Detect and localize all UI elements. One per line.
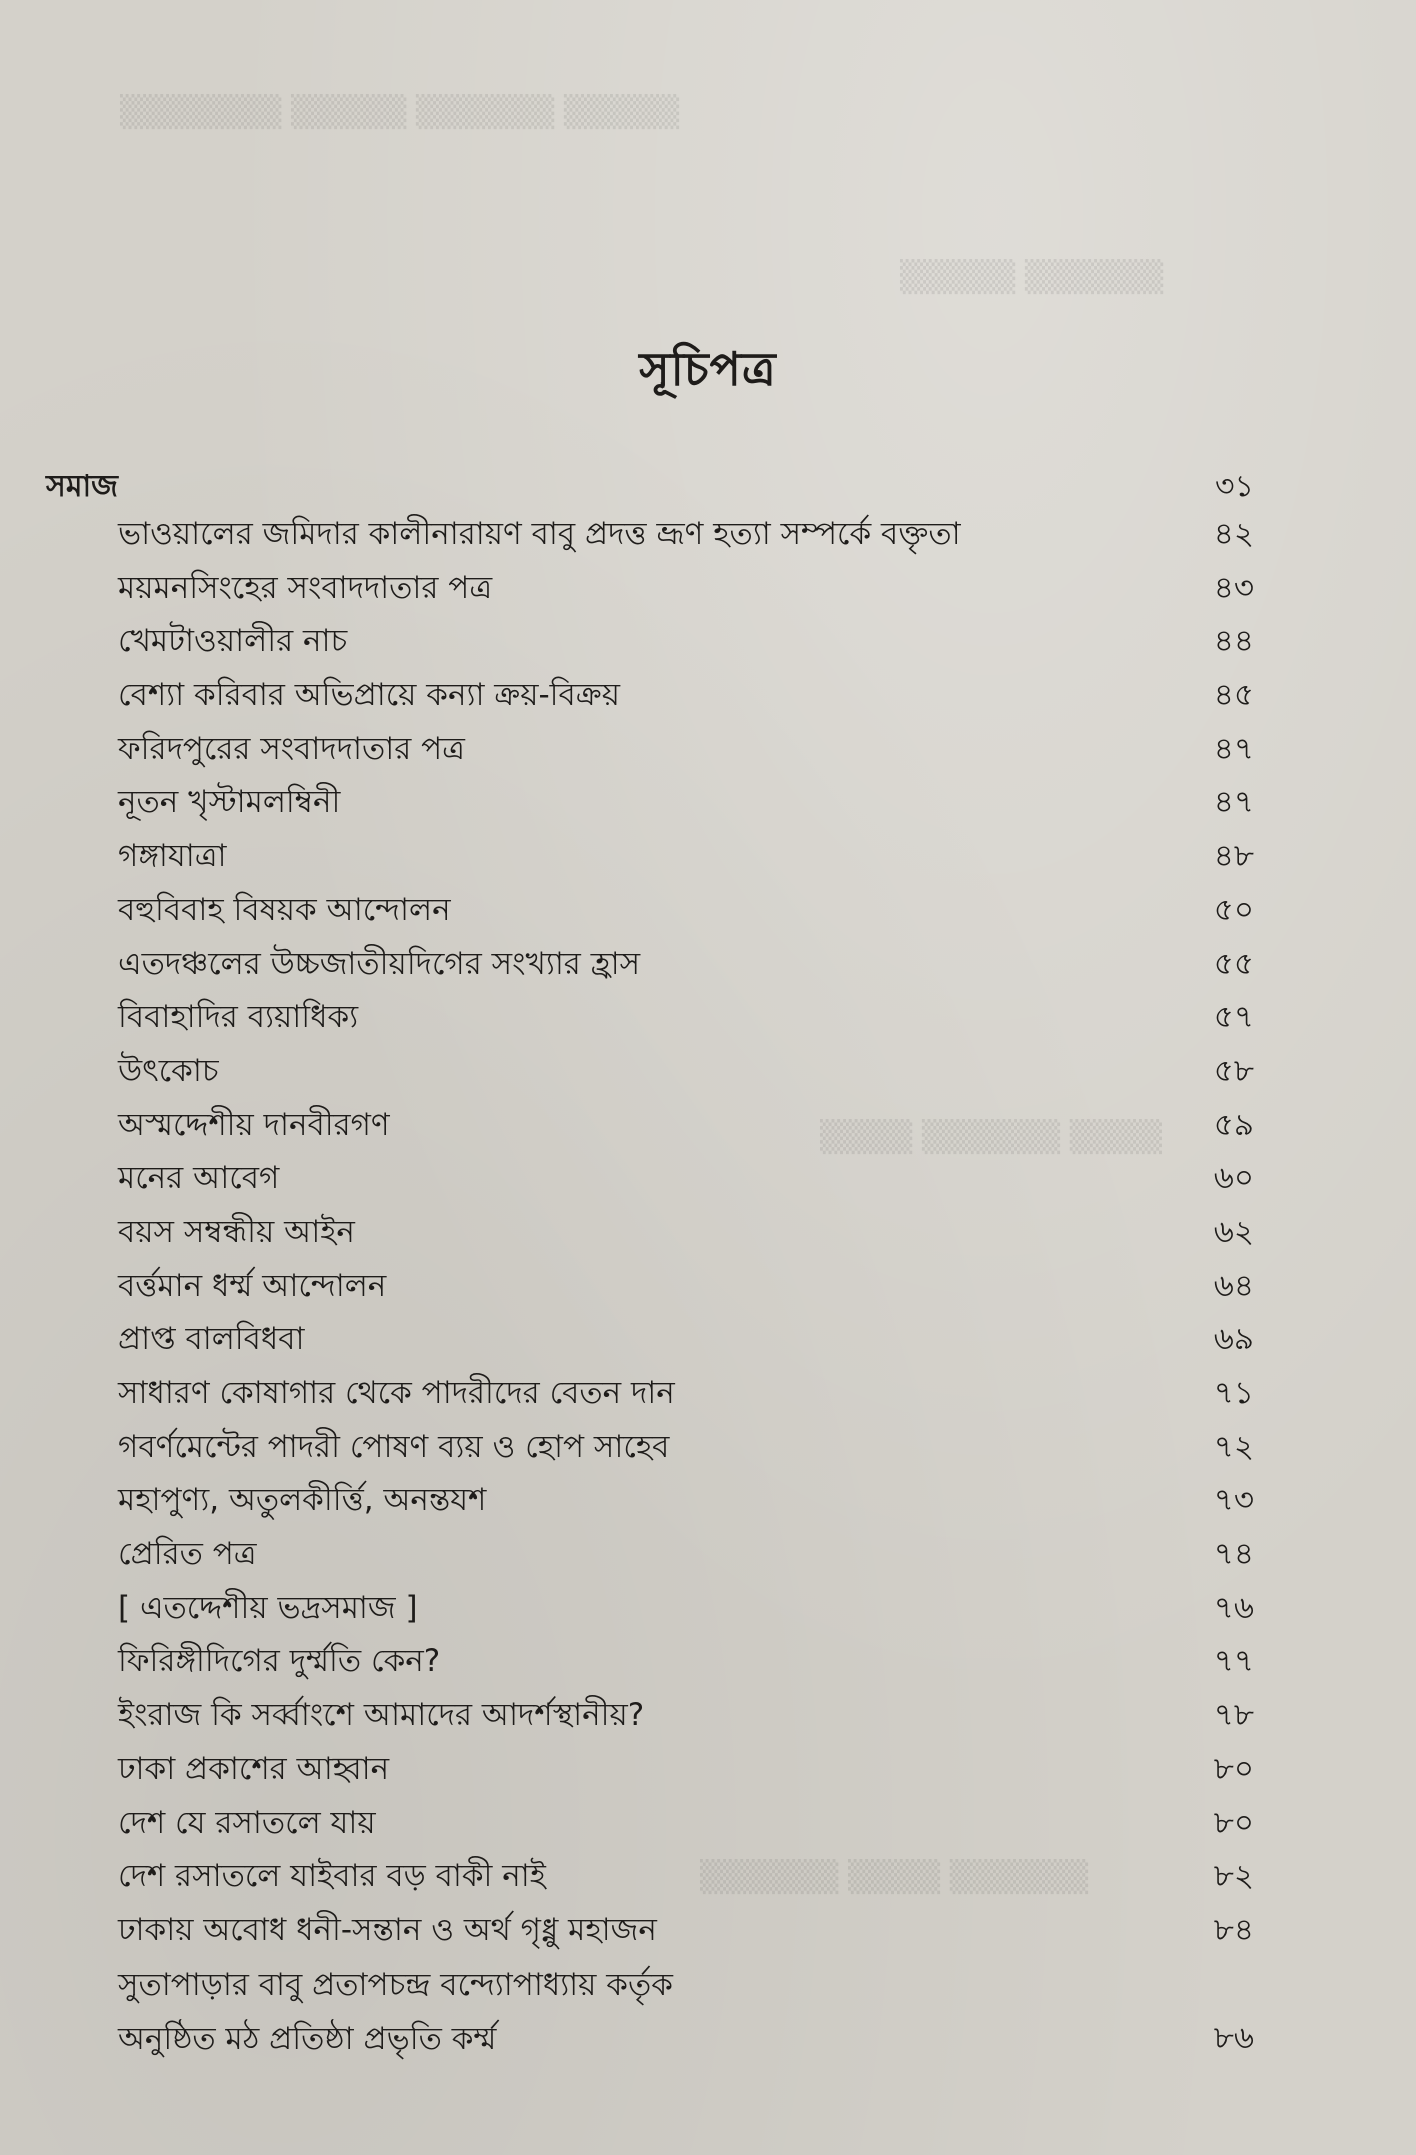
toc-entry-page: ৫৮ bbox=[1213, 1052, 1254, 1089]
toc-entry-page: ৭৪ bbox=[1213, 1536, 1254, 1573]
toc-entry bbox=[118, 1797, 1254, 1851]
toc-entry-page: ৫০ bbox=[1213, 891, 1254, 928]
toc-entry-title: উৎকোচ bbox=[118, 1052, 219, 1089]
toc-entry bbox=[118, 562, 1254, 616]
toc-entry-multiline bbox=[118, 1958, 1254, 2068]
toc-entry bbox=[118, 1743, 1254, 1797]
toc-entry-title: মনের আবেগ bbox=[118, 1160, 280, 1197]
toc-entry-page: ৮২ bbox=[1213, 1858, 1254, 1895]
toc-entry-title: ঢাকা প্রকাশের আহ্বান bbox=[118, 1750, 390, 1787]
toc-entry-page: ৪৭ bbox=[1213, 784, 1254, 821]
toc-entry-title: খেমটাওয়ালীর নাচ bbox=[118, 623, 348, 660]
toc-entry bbox=[118, 830, 1254, 884]
bleed-through-text: ▒▒▒▒▒▒ ▒▒▒▒ ▒▒▒▒▒▒ bbox=[700, 1860, 1089, 1895]
toc-entry bbox=[118, 1635, 1254, 1689]
toc-entry-title: প্রেরিত পত্র bbox=[118, 1536, 257, 1573]
toc-entry bbox=[118, 1689, 1254, 1743]
table-of-contents bbox=[118, 508, 1254, 2068]
toc-entry bbox=[118, 938, 1254, 992]
toc-entry-page: ৭৩ bbox=[1213, 1482, 1254, 1519]
toc-entry-page: ৪৪ bbox=[1213, 623, 1254, 660]
toc-entry-title: বহুবিবাহ বিষয়ক আন্দোলন bbox=[118, 891, 451, 928]
toc-entry-page: ৮০ bbox=[1213, 1750, 1254, 1787]
toc-entry bbox=[118, 1582, 1254, 1636]
toc-entry-title: দেশ যে রসাতলে যায় bbox=[118, 1804, 376, 1841]
bleed-through-text: ▒▒▒▒ ▒▒▒▒▒▒ ▒▒▒▒ bbox=[820, 1120, 1163, 1155]
toc-entry bbox=[118, 991, 1254, 1045]
toc-entry-page: ৫৫ bbox=[1213, 945, 1254, 982]
toc-entry-title: ময়মনসিংহের সংবাদদাতার পত্র bbox=[118, 569, 493, 606]
toc-entry-title: [ এতদ্দেশীয় ভদ্রসমাজ ] bbox=[118, 1589, 418, 1626]
toc-entry-title: গবর্ণমেন্টের পাদরী পোষণ ব্যয় ও হোপ সাহেব bbox=[118, 1428, 670, 1465]
toc-entry bbox=[118, 1313, 1254, 1367]
toc-entry-page: ৬৯ bbox=[1213, 1321, 1254, 1358]
toc-entry-title: দেশ রসাতলে যাইবার বড় বাকী নাই bbox=[118, 1858, 546, 1895]
toc-entry bbox=[118, 1045, 1254, 1099]
toc-entry bbox=[118, 669, 1254, 723]
bleed-through-text: ▒▒▒▒▒ ▒▒▒▒▒▒ bbox=[900, 260, 1164, 295]
toc-entry-page: ৬৪ bbox=[1213, 1267, 1254, 1304]
toc-entry-page: ৭২ bbox=[1213, 1428, 1254, 1465]
toc-entry-title: ফরিদপুরের সংবাদদাতার পত্র bbox=[118, 730, 465, 767]
toc-entry-page: ৮৬ bbox=[1213, 2019, 1254, 2056]
toc-entry-title: এতদঞ্চলের উচ্চজাতীয়দিগের সংখ্যার হ্রাস bbox=[118, 945, 641, 982]
toc-entry-page: ৭৭ bbox=[1213, 1643, 1254, 1680]
toc-entry-page: ৪৫ bbox=[1213, 677, 1254, 714]
toc-entry-title-line-1: সুতাপাড়ার বাবু প্রতাপচন্দ্র বন্দ্যোপাধ্যায় কর্তৃক bbox=[118, 1966, 673, 2003]
toc-entry bbox=[118, 1850, 1254, 1904]
toc-entry-title: মহাপুণ্য, অতুলকীর্ত্তি, অনন্তযশ bbox=[118, 1482, 487, 1519]
section-heading: সমাজ bbox=[46, 469, 119, 504]
toc-entry-title: ইংরাজ কি সর্ব্বাংশে আমাদের আদর্শস্থানীয়? bbox=[118, 1697, 645, 1734]
toc-entry bbox=[118, 1528, 1254, 1582]
toc-entry-page: ৫৯ bbox=[1213, 1106, 1254, 1143]
page-title: সূচিপত্র bbox=[639, 342, 777, 396]
bleed-through-text: ▒▒▒▒▒▒▒ ▒▒▒▒▒ ▒▒▒▒▒▒ ▒▒▒▒▒ bbox=[120, 95, 680, 130]
toc-entry-title-line-2: অনুষ্ঠিত মঠ প্রতিষ্ঠা প্রভৃতি কর্ম্ম bbox=[118, 2020, 497, 2057]
toc-entry-page: ৮৪ bbox=[1213, 1911, 1254, 1948]
toc-entry-page: ৪৭ bbox=[1213, 730, 1254, 767]
toc-entry bbox=[118, 1904, 1254, 1958]
toc-entry bbox=[118, 776, 1254, 830]
toc-entry bbox=[118, 1474, 1254, 1528]
toc-entry-page: ৮০ bbox=[1213, 1804, 1254, 1841]
toc-entry-title: প্রাপ্ত বালবিধবা bbox=[118, 1321, 305, 1358]
toc-entry-page: ৬২ bbox=[1213, 1213, 1254, 1250]
toc-entry bbox=[118, 723, 1254, 777]
toc-entry-title: ঢাকায় অবোধ ধনী-সন্তান ও অর্থ গৃধ্নু মহাজন bbox=[118, 1911, 657, 1948]
toc-entry-title: ফিরিঙ্গীদিগের দুর্ম্মতি কেন? bbox=[118, 1643, 441, 1680]
toc-entry bbox=[118, 508, 1254, 562]
section-page-number: ৩১ bbox=[1215, 469, 1254, 504]
toc-entry bbox=[118, 1421, 1254, 1475]
toc-entry-title: অস্মদ্দেশীয় দানবীরগণ bbox=[118, 1106, 390, 1143]
toc-entry-title: বিবাহাদির ব্যয়াধিক্য bbox=[118, 999, 359, 1036]
toc-entry-title: ভাওয়ালের জমিদার কালীনারায়ণ বাবু প্রদত্ত ভ্রূণ হত্যা সম্পর্কে বক্তৃতা bbox=[118, 516, 961, 552]
toc-entry-title: গঙ্গাযাত্রা bbox=[118, 838, 227, 875]
toc-entry bbox=[118, 1099, 1254, 1153]
toc-entry-page: ৫৭ bbox=[1213, 999, 1254, 1036]
toc-entry-title: বেশ্যা করিবার অভিপ্রায়ে কন্যা ক্রয়-বিক্রয় bbox=[118, 677, 620, 714]
toc-entry-page: ৭৮ bbox=[1213, 1697, 1254, 1734]
toc-entry-title: বয়স সম্বন্ধীয় আইন bbox=[118, 1213, 355, 1250]
toc-entry-page: ৭১ bbox=[1213, 1375, 1254, 1411]
toc-entry-page: ৭৬ bbox=[1213, 1589, 1254, 1626]
toc-entry bbox=[118, 1206, 1254, 1260]
toc-entry bbox=[118, 1367, 1254, 1421]
toc-entry-title: নূতন খৃস্টামলম্বিনী bbox=[118, 784, 341, 821]
toc-entry bbox=[118, 615, 1254, 669]
toc-entry bbox=[118, 1152, 1254, 1206]
toc-entry bbox=[118, 1260, 1254, 1314]
toc-entry-title: সাধারণ কোষাগার থেকে পাদরীদের বেতন দান bbox=[118, 1375, 675, 1411]
toc-entry-title bbox=[118, 1958, 1018, 2066]
toc-entry-page: ৪৩ bbox=[1213, 569, 1254, 606]
toc-entry-page: ৬০ bbox=[1213, 1160, 1254, 1197]
toc-entry-page: ৪২ bbox=[1213, 516, 1254, 552]
toc-entry bbox=[118, 884, 1254, 938]
toc-entry-page: ৪৮ bbox=[1213, 838, 1254, 875]
toc-entry-title: বর্ত্তমান ধর্ম্ম আন্দোলন bbox=[118, 1267, 387, 1304]
